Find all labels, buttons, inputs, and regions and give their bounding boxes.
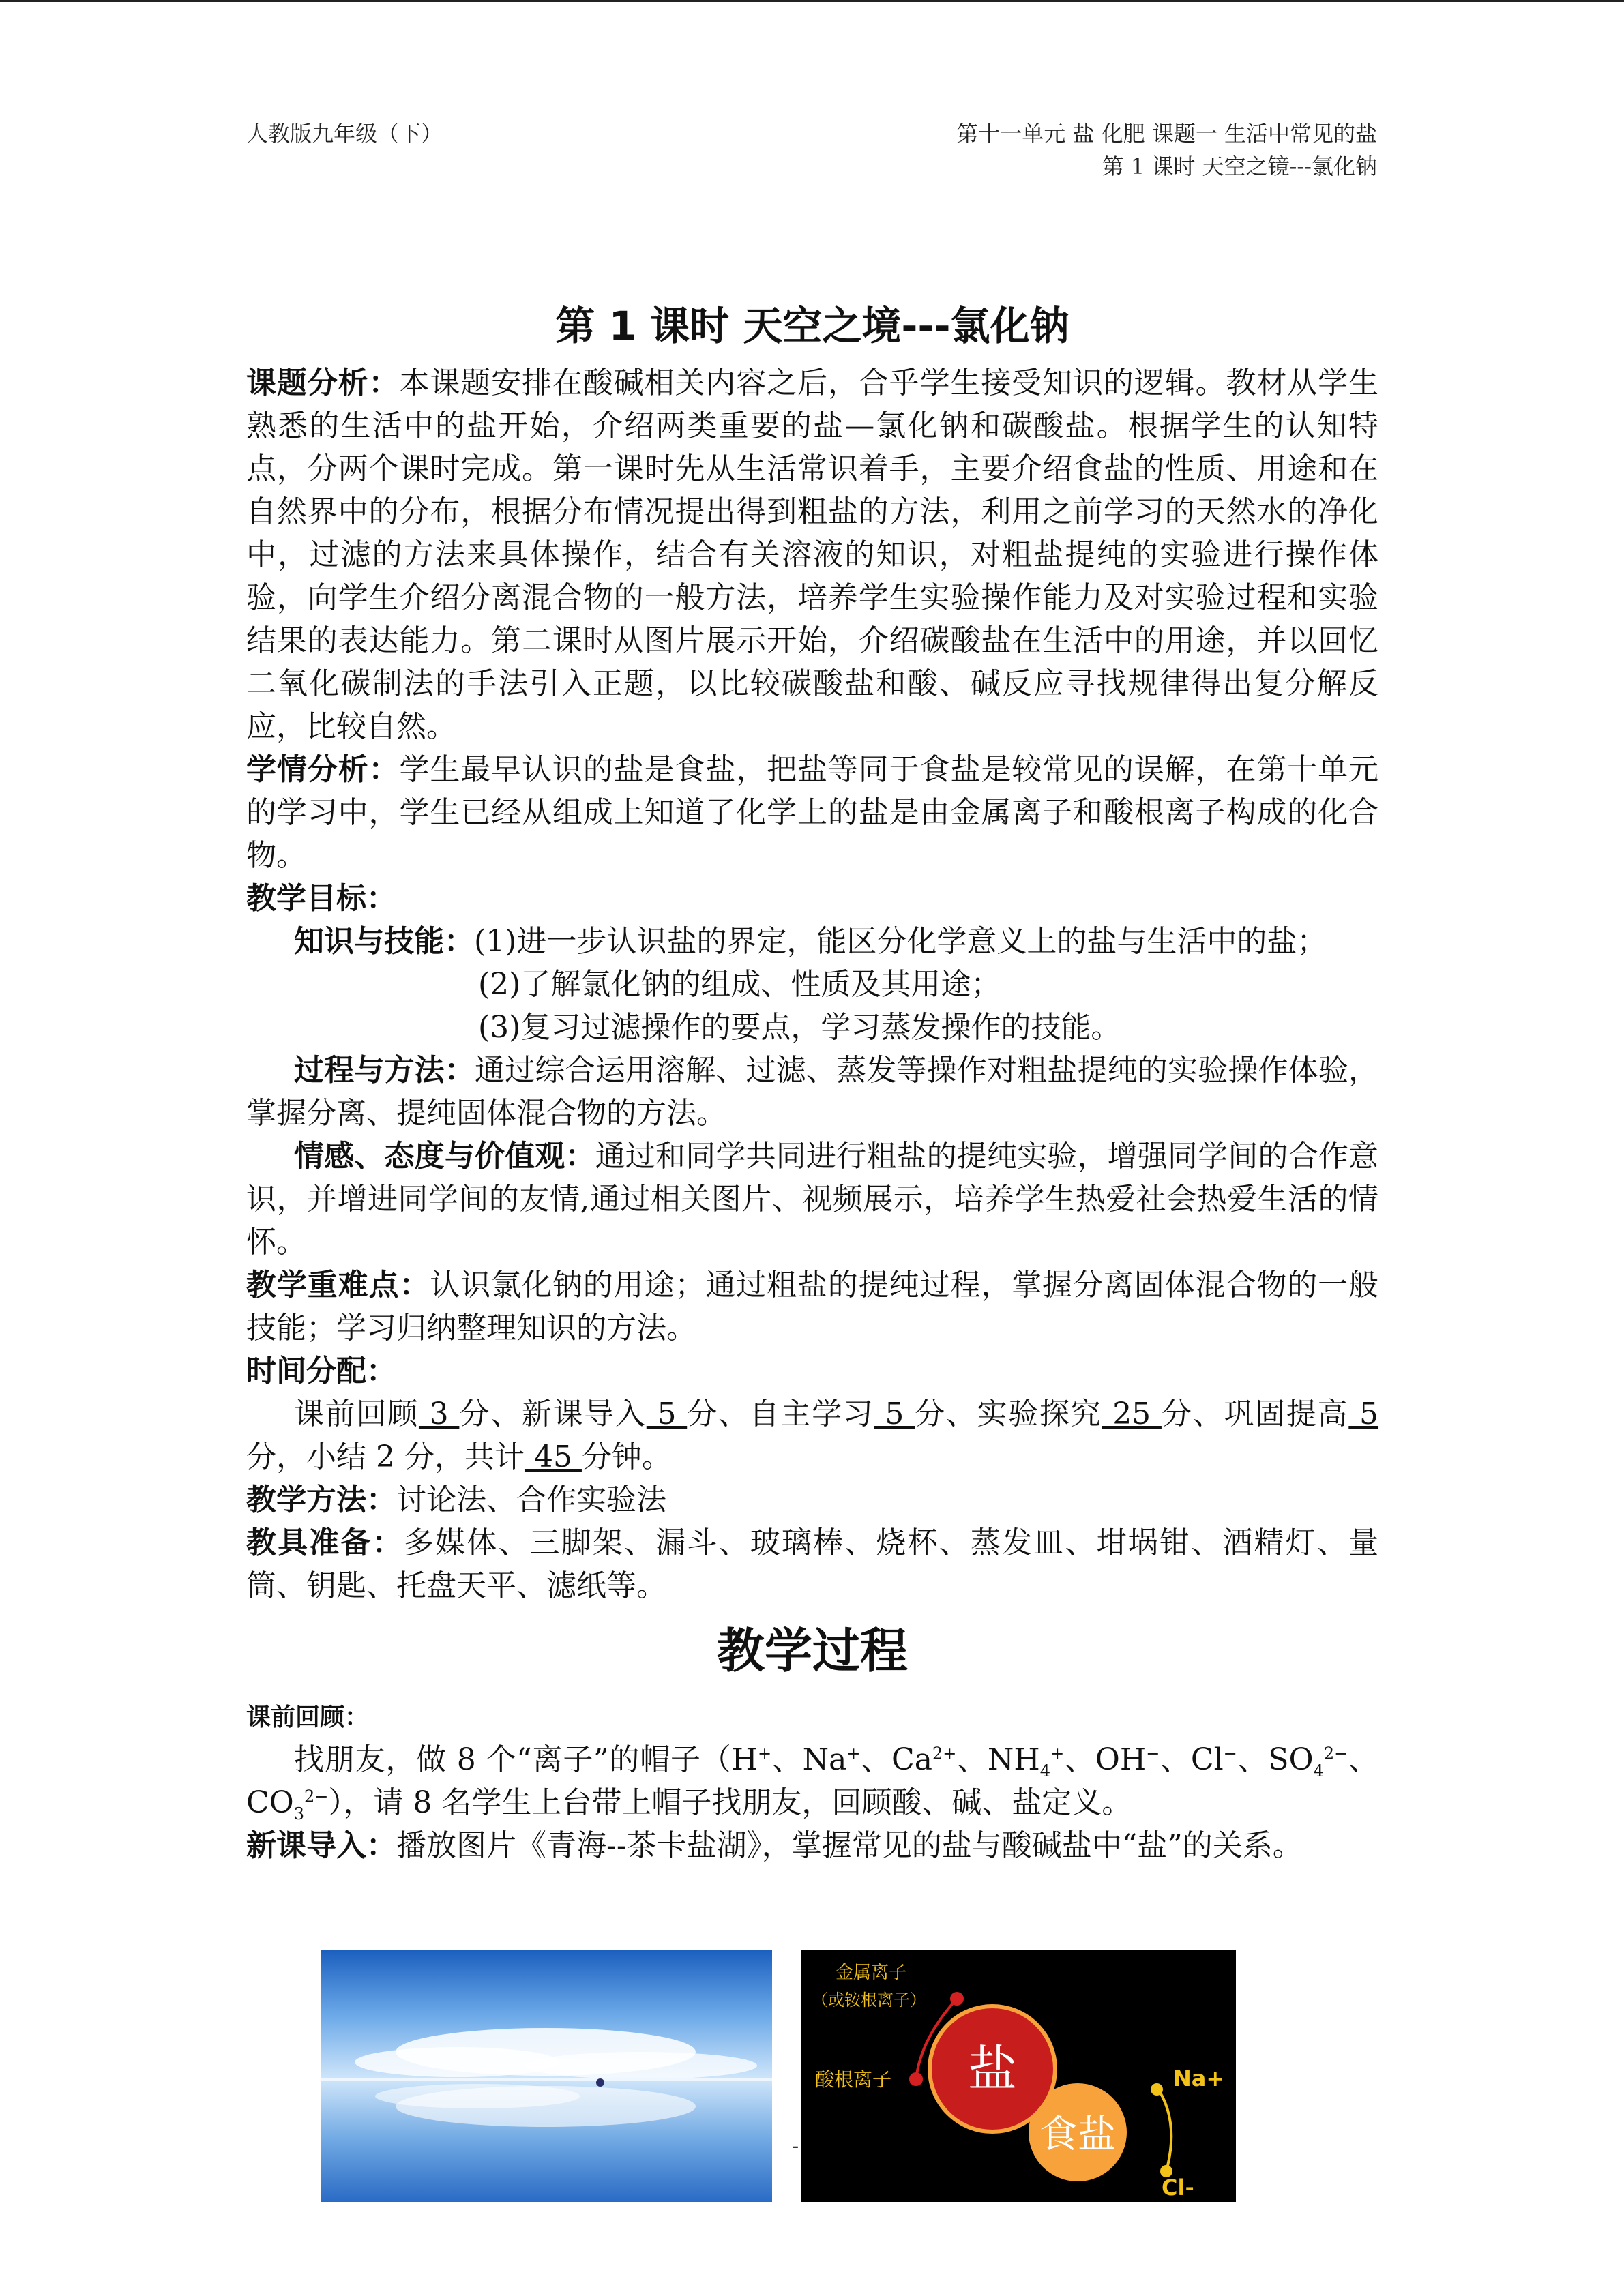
salt-lake-photo: [321, 1950, 772, 2202]
time-text-2: 分、新课导入: [459, 1397, 647, 1431]
time-value-review: 3: [418, 1397, 460, 1431]
student-text: 学生最早认识的盐是食盐，把盐等同于食盐是较常见的误解，在第十单元的学习中，学生已经从组成上知道了化学上的盐是由金属离子和酸根离子构成的化合物。: [246, 752, 1379, 873]
analysis-paragraph: [246, 361, 1378, 748]
na-label: Na+: [1173, 2066, 1225, 2091]
knowledge-item-3: (3)复习过滤操作的要点，学习蒸发操作的技能。: [478, 1010, 1121, 1045]
acid-ion-label: 酸根离子: [815, 2068, 892, 2091]
intro-text: 播放图片《青海--茶卡盐湖》，掌握常见的盐与酸碱盐中“盐”的关系。: [396, 1828, 1303, 1863]
time-value-consolidate: 5: [1348, 1397, 1379, 1431]
table-salt-label: 食盐: [1039, 2113, 1116, 2157]
review-paragraph: 找朋友，做 8 个“离子”的帽子（H+、Na+、$Ca^{2+}$、$NH_4^+$、OH−、Cl−、$SO_4^{2-}$、$CO_3^{2-}$），请 8 名学生上台带上帽子找朋友，回顾酸、碱、盐定义。: [246, 1742, 1379, 1823]
intro-paragraph: [246, 1824, 1378, 1867]
time-text-5: 分、巩固提高: [1161, 1397, 1349, 1431]
keypoints-text: 认识氯化钠的用途；通过粗盐的提纯过程，掌握分离固体混合物的一般技能；学习归纳整理知识的方法。: [246, 1268, 1379, 1345]
na-ion-dot: [1151, 2083, 1163, 2096]
review-text-a: 找朋友，做 8 个“离子”的帽子（H: [294, 1742, 758, 1777]
process-title: 教学过程: [717, 1623, 908, 1679]
knowledge-label: 知识与技能：: [294, 924, 474, 959]
header-right-line2: 第 1 课时 天空之镜---氯化钠: [1102, 153, 1377, 179]
student-paragraph: [246, 748, 1378, 877]
ammonium-label: （或铵根离子）: [812, 1991, 926, 2010]
metal-ion-dot: [950, 1992, 964, 2006]
time-value-self: 5: [874, 1397, 915, 1431]
keypoints-label: 教学重难点：: [246, 1268, 430, 1302]
method-text: 讨论法、合作实验法: [396, 1482, 666, 1517]
student-label: 学情分析：: [246, 752, 400, 787]
analysis-label: 课题分析：: [246, 366, 400, 400]
header-left: 人教版九年级（下）: [246, 121, 443, 147]
stray-dash: -: [792, 2134, 799, 2158]
knowledge-paragraph: [246, 920, 1378, 963]
process-text: 通过综合运用溶解、过滤、蒸发等操作对粗盐提纯的实验操作体验，掌握分离、提纯固体混合物的方法。: [246, 1053, 1378, 1131]
method-label: 教学方法：: [246, 1482, 396, 1517]
time-value-intro: 5: [646, 1397, 688, 1431]
knowledge-item-2: (2)了解氯化钠的组成、性质及其用途；: [478, 967, 1001, 1002]
metal-ion-label: 金属离子: [836, 1963, 907, 1983]
review-text-b: ），请 8 名学生上台带上帽子找朋友，回顾酸、碱、盐定义。: [328, 1785, 1132, 1820]
time-paragraph: [246, 1392, 1378, 1478]
process-paragraph: [246, 1049, 1378, 1135]
time-value-total: 45: [524, 1440, 582, 1474]
emotion-text: 通过和同学共同进行粗盐的提纯实验，增强同学间的合作意识，并增进同学间的友情,通过相关图片、视频展示，培养学生热爱社会热爱生活的情怀。: [246, 1139, 1379, 1259]
tools-label: 教具准备：: [246, 1525, 404, 1560]
image-row: [321, 1950, 1236, 2202]
time-text-1: 课前回顾: [294, 1397, 419, 1431]
tools-paragraph: [246, 1521, 1378, 1607]
header-right: [956, 117, 1377, 183]
header-right-line1: 第十一单元 盐 化肥 课题一 生活中常见的盐: [956, 121, 1377, 147]
time-label: 时间分配：: [246, 1354, 396, 1388]
salt-diagram: [801, 1950, 1236, 2202]
page-title: 第 1 课时 天空之境---氯化钠: [555, 303, 1069, 349]
emotion-label: 情感、态度与价值观：: [294, 1139, 595, 1174]
time-text-4: 分、实验探究: [915, 1397, 1102, 1431]
time-text-7: 分钟。: [581, 1440, 672, 1474]
salt-label: 盐: [967, 2040, 1018, 2098]
time-value-experiment: 25: [1102, 1397, 1162, 1431]
review-label: 课前回顾：: [246, 1703, 370, 1731]
emotion-paragraph: [246, 1135, 1378, 1264]
keypoints-paragraph: [246, 1264, 1378, 1350]
process-label: 过程与方法：: [294, 1053, 475, 1088]
acid-ion-dot: [909, 2072, 923, 2086]
knowledge-item-1: (1)进一步认识盐的界定，能区分化学意义上的盐与生活中的盐；: [474, 924, 1327, 959]
document-body: [246, 293, 1378, 1867]
analysis-text: 本课题安排在酸碱相关内容之后，合乎学生接受知识的逻辑。教材从学生熟悉的生活中的盐开始，介绍两类重要的盐—氯化钠和碳酸盐。根据学生的认知特点，分两个课时完成。第一课时先从生活常识着手，主要介绍食盐的性质、用途和在自然界中的分布，根据分布情况提出得到粗盐的方法，利用之前学习的天然水的净化中，过滤的方法来具体操作，结合有关溶液的知识，对粗盐提纯的实验进行操作体验，向学生介绍分离混合物的一般方法，培养学生实验操作能力及对实验过程和实验结果的表达能力。第二课时从图片展示开始，介绍碳酸盐在生活中的用途，并以回忆二氧化碳制法的手法引入正题，以比较碳酸盐和酸、碱反应寻找规律得出复分解反应，比较自然。: [246, 366, 1379, 744]
method-paragraph: [246, 1478, 1378, 1521]
time-text-3: 分、自主学习: [687, 1397, 874, 1431]
time-text-6: 分，小结 2 分，共计: [246, 1440, 525, 1474]
cl-label: Cl-: [1162, 2175, 1194, 2201]
intro-label: 新课导入：: [246, 1828, 396, 1863]
tools-text: 多媒体、三脚架、漏斗、玻璃棒、烧杯、蒸发皿、坩埚钳、酒精灯、量筒、钥匙、托盘天平、滤纸等。: [246, 1525, 1378, 1603]
page-top-border: [0, 0, 1624, 2]
goals-label: 教学目标：: [246, 881, 396, 916]
